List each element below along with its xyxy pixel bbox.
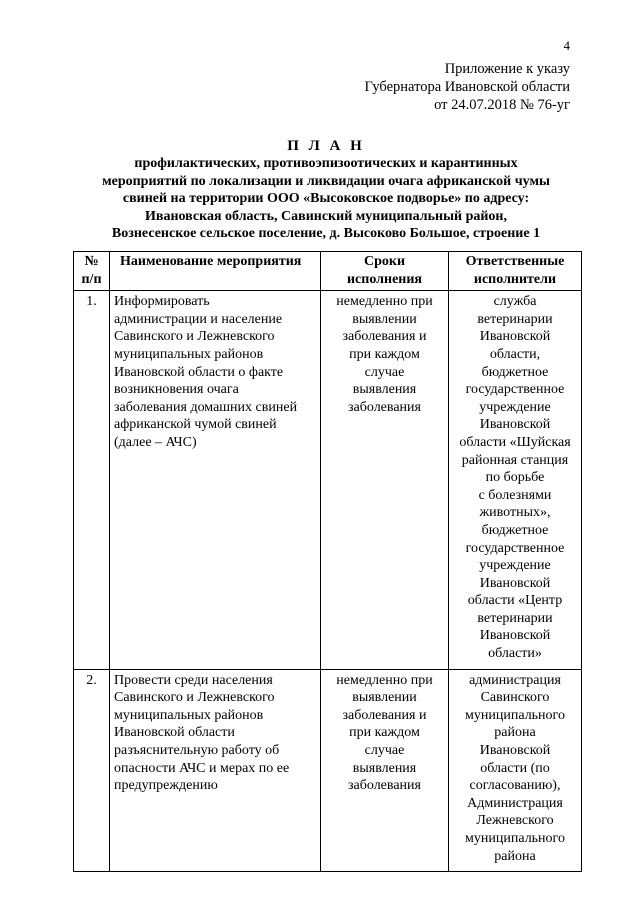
- cell-responsible-line: Ивановской: [479, 743, 551, 759]
- cell-responsible-line: района: [494, 848, 536, 864]
- cell-responsible-line: животных»,: [479, 505, 551, 521]
- cell-responsible-line: ветеринарии: [477, 311, 553, 327]
- cell-responsible-line: области (по: [480, 760, 550, 776]
- cell-number-text: 1.: [86, 294, 97, 310]
- header-name-line: Наименование мероприятия: [120, 254, 302, 269]
- cell-deadline-line: случае: [364, 743, 405, 759]
- cell-deadline-line: выявлении: [352, 690, 417, 706]
- cell-responsible-line: области «Шуйская: [459, 434, 571, 450]
- plan-subtitle: [60, 155, 592, 243]
- header-number-line: п/п: [81, 271, 102, 287]
- cell-action-line: Савинского и Лежневского: [114, 329, 275, 345]
- cell-action: [110, 669, 321, 872]
- plan-heading: [60, 137, 592, 243]
- cell-deadline-line: заболевания: [348, 399, 421, 415]
- cell-responsible: [449, 669, 582, 872]
- cell-responsible-line: учреждение: [479, 558, 551, 574]
- cell-responsible-line: Лежневского: [476, 813, 554, 829]
- cell-deadline: [321, 291, 449, 669]
- header-number: [74, 252, 110, 291]
- cell-responsible-line: бюджетное: [481, 364, 549, 380]
- cell-action-line: предупреждению: [114, 778, 218, 794]
- cell-deadline-line: заболевания и: [342, 329, 427, 345]
- cell-deadline: [321, 669, 449, 872]
- cell-responsible-line: администрация: [469, 672, 561, 688]
- cell-action: [110, 291, 321, 669]
- cell-responsible-line: области «Центр: [467, 593, 563, 609]
- cell-responsible-line: Ивановской: [479, 329, 551, 345]
- plan-subtitle-line: мероприятий по локализации и ликвидации очага африканской чумы: [102, 173, 550, 189]
- table-row: [74, 291, 582, 669]
- cell-responsible-line: бюджетное: [481, 522, 549, 538]
- cell-action-line: муниципальных районов: [114, 707, 264, 723]
- cell-number: [74, 291, 110, 669]
- plan-subtitle-line: Ивановская область, Савинский муниципальный район,: [145, 208, 507, 224]
- cell-action-line: (далее – АЧС): [114, 434, 197, 450]
- cell-deadline-line: при каждом: [349, 725, 420, 741]
- cell-responsible-line: муниципального: [465, 831, 565, 846]
- cell-action-line: опасности АЧС и мерах по ее: [114, 760, 290, 776]
- cell-responsible: [449, 291, 582, 669]
- cell-responsible-line: ветеринарии: [477, 610, 553, 626]
- cell-action-line: возникновения очага: [114, 382, 239, 398]
- cell-action-line: муниципальных районов: [114, 346, 264, 362]
- cell-responsible-line: Ивановской: [479, 417, 551, 433]
- cell-responsible-line: с болезнями: [478, 487, 552, 503]
- cell-deadline-line: выявлении: [352, 311, 417, 327]
- cell-deadline-line: выявления: [352, 760, 417, 776]
- table-header-row: [74, 252, 582, 291]
- cell-action-line: Савинского и Лежневского: [114, 690, 275, 706]
- cell-action-line: Ивановской области: [114, 725, 235, 741]
- cell-action-line: администрации и население: [114, 311, 283, 327]
- table-body: [74, 291, 582, 872]
- cell-responsible-line: Администрация: [467, 795, 563, 811]
- cell-responsible-line: государственное: [465, 382, 565, 398]
- cell-responsible-line: района: [494, 725, 536, 741]
- cell-deadline-line: заболевания и: [342, 707, 427, 723]
- cell-responsible-line: муниципального: [465, 707, 565, 723]
- cell-responsible-line: Савинского: [480, 690, 550, 706]
- cell-responsible-line: районная станция: [461, 452, 569, 468]
- header-number-line: №: [84, 254, 99, 269]
- cell-action-line: заболевания домашних свиней: [114, 399, 298, 415]
- header-responsible-line: Ответственные: [465, 254, 565, 269]
- cell-responsible-line: учреждение: [479, 399, 551, 415]
- cell-responsible-line: согласованию),: [469, 778, 561, 794]
- cell-deadline-line: выявления: [352, 382, 417, 398]
- table-row: [74, 669, 582, 872]
- plan-subtitle-line: Вознесенское сельское поселение, д. Высоково Большое, строение 1: [111, 226, 541, 242]
- header-deadline: [321, 252, 449, 291]
- appendix-line: Губернатора Ивановской области: [364, 79, 570, 95]
- header-responsible-line: исполнители: [473, 271, 557, 287]
- header-deadline-line: Сроки: [363, 254, 406, 269]
- cell-responsible-line: Ивановской: [479, 628, 551, 644]
- plan-subtitle-line: свиней на территории ООО «Высоковское подворье» по адресу:: [122, 191, 530, 207]
- cell-deadline-line: немедленно при: [336, 672, 433, 688]
- cell-responsible-line: служба: [493, 294, 537, 310]
- cell-action-line: разъяснительную работу об: [114, 743, 280, 759]
- cell-action-line: Провести среди населения: [114, 672, 273, 688]
- plan-title: П Л А Н: [287, 138, 365, 154]
- cell-number: [74, 669, 110, 872]
- page-number: 4: [563, 38, 570, 53]
- header-responsible: [449, 252, 582, 291]
- plan-subtitle-line: профилактических, противоэпизоотических и карантинных: [134, 156, 518, 171]
- cell-responsible-line: по борьбе: [485, 470, 545, 486]
- cell-number-text: 2.: [86, 672, 97, 688]
- cell-responsible-line: области»: [488, 646, 542, 662]
- cell-deadline-line: заболевания: [348, 778, 421, 794]
- cell-deadline-line: случае: [364, 364, 405, 380]
- appendix-line: от 24.07.2018 № 76-уг: [434, 97, 570, 113]
- cell-deadline-line: немедленно при: [336, 294, 433, 310]
- cell-responsible-line: государственное: [465, 540, 565, 556]
- appendix-line: Приложение к указу: [444, 61, 570, 77]
- header-deadline-line: исполнения: [346, 271, 422, 287]
- cell-action-line: Ивановской области о факте: [114, 364, 284, 380]
- header-name: [110, 252, 321, 291]
- cell-action-line: африканской чумой свиней: [114, 417, 277, 433]
- plan-table: [73, 251, 582, 872]
- appendix-block: [365, 60, 570, 114]
- cell-deadline-line: при каждом: [349, 346, 420, 362]
- cell-responsible-line: области,: [489, 346, 541, 362]
- cell-action-line: Информировать: [114, 294, 210, 310]
- cell-responsible-line: Ивановской: [479, 575, 551, 591]
